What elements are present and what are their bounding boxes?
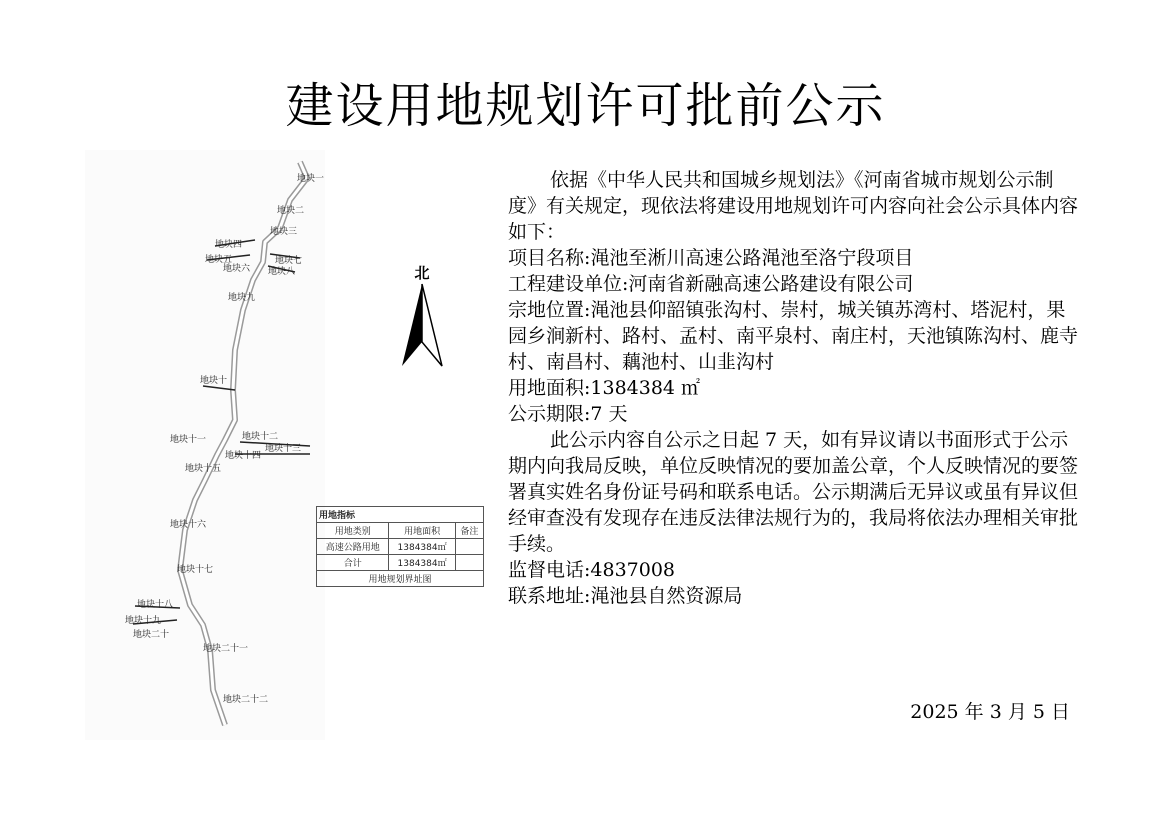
- table-cell: [455, 539, 483, 555]
- table-row: [317, 555, 484, 571]
- parcel-label-16: 地块十六: [170, 520, 207, 530]
- table-caption: 用地指标: [317, 507, 484, 523]
- parcel-label-1: 地块一: [297, 174, 325, 184]
- table-row: [317, 539, 484, 555]
- north-arrow: [398, 262, 446, 372]
- contact-address: 联系地址:渑池县自然资源局: [508, 585, 743, 607]
- parcel-label-7: 地块七: [275, 256, 303, 266]
- notice-body: [508, 167, 1078, 609]
- table-header: 备注: [455, 523, 483, 539]
- parcel-label-20: 地块二十: [133, 630, 170, 640]
- parcel-label-8: 地块八: [268, 267, 296, 277]
- table-footer: 用地规划界址图: [317, 571, 484, 587]
- parcel-label-12: 地块十二: [242, 432, 279, 442]
- project-name: 项目名称:渑池至淅川高速公路渑池至洛宁段项目: [508, 247, 914, 269]
- table-cell: 高速公路用地: [317, 539, 389, 555]
- table-cell: 合计: [317, 555, 389, 571]
- parcel-label-10: 地块十: [200, 376, 228, 386]
- north-label: 北: [414, 264, 430, 282]
- land-index-table: [316, 506, 484, 587]
- parcel-label-15: 地块十五: [185, 464, 222, 474]
- parcel-label-2: 地块二: [277, 206, 305, 216]
- table-cell: 1384384㎡: [389, 555, 455, 571]
- land-area: 用地面积:1384384 ㎡: [508, 377, 701, 399]
- parcel-label-14: 地块十四: [225, 451, 262, 461]
- table-header: 用地类别: [317, 523, 389, 539]
- page-title: 建设用地规划许可批前公示: [285, 78, 886, 134]
- route-map: [85, 150, 325, 740]
- parcel-label-3: 地块三: [270, 227, 298, 237]
- parcel-label-6: 地块六: [223, 264, 251, 274]
- parcel-label-13: 地块十三: [265, 444, 302, 454]
- notice-date: 2025 年 3 月 5 日: [910, 701, 1070, 723]
- parcel-label-5: 地块五: [205, 255, 233, 265]
- parcel-label-4: 地块四: [215, 240, 243, 250]
- site-location: 宗地位置:渑池县仰韶镇张沟村、崇村，城关镇苏湾村、塔泥村，果园乡涧新村、路村、孟村、南平泉村、南庄村，天池镇陈沟村、鹿寺村、南昌村、藕池村、山韭沟村: [508, 299, 1079, 373]
- parcel-label-19: 地块十九: [125, 616, 162, 626]
- parcel-label-21: 地块二十一: [203, 644, 249, 654]
- builder: 工程建设单位:河南省新融高速公路建设有限公司: [508, 273, 914, 295]
- parcel-label-22: 地块二十二: [223, 695, 269, 705]
- table-header: 用地面积: [389, 523, 455, 539]
- notice-period: 公示期限:7 天: [508, 403, 628, 425]
- objection-text: 此公示内容自公示之日起 7 天，如有异议请以书面形式于公示期内向我局反映，单位反映情况的要加盖公章，个人反映情况的要签署真实姓名身份证号码和联系电话。公示期满后无异议或虽有异议但经审查没有发现存在违反法律法规行为的，我局将依法办理相关审批手续。: [508, 429, 1079, 555]
- table-cell: 1384384㎡: [389, 539, 455, 555]
- parcel-label-18: 地块十八: [137, 600, 174, 610]
- table-cell: [455, 555, 483, 571]
- table-header-row: [317, 523, 484, 539]
- parcel-label-9: 地块九: [228, 293, 256, 303]
- parcel-label-17: 地块十七: [177, 565, 214, 575]
- notice-intro: 依据《中华人民共和国城乡规划法》《河南省城市规划公示制度》有关规定，现依法将建设用地规划许可内容向社会公示具体内容如下：: [508, 169, 1079, 243]
- parcel-label-11: 地块十一: [170, 435, 207, 445]
- supervision-phone: 监督电话:4837008: [508, 559, 676, 581]
